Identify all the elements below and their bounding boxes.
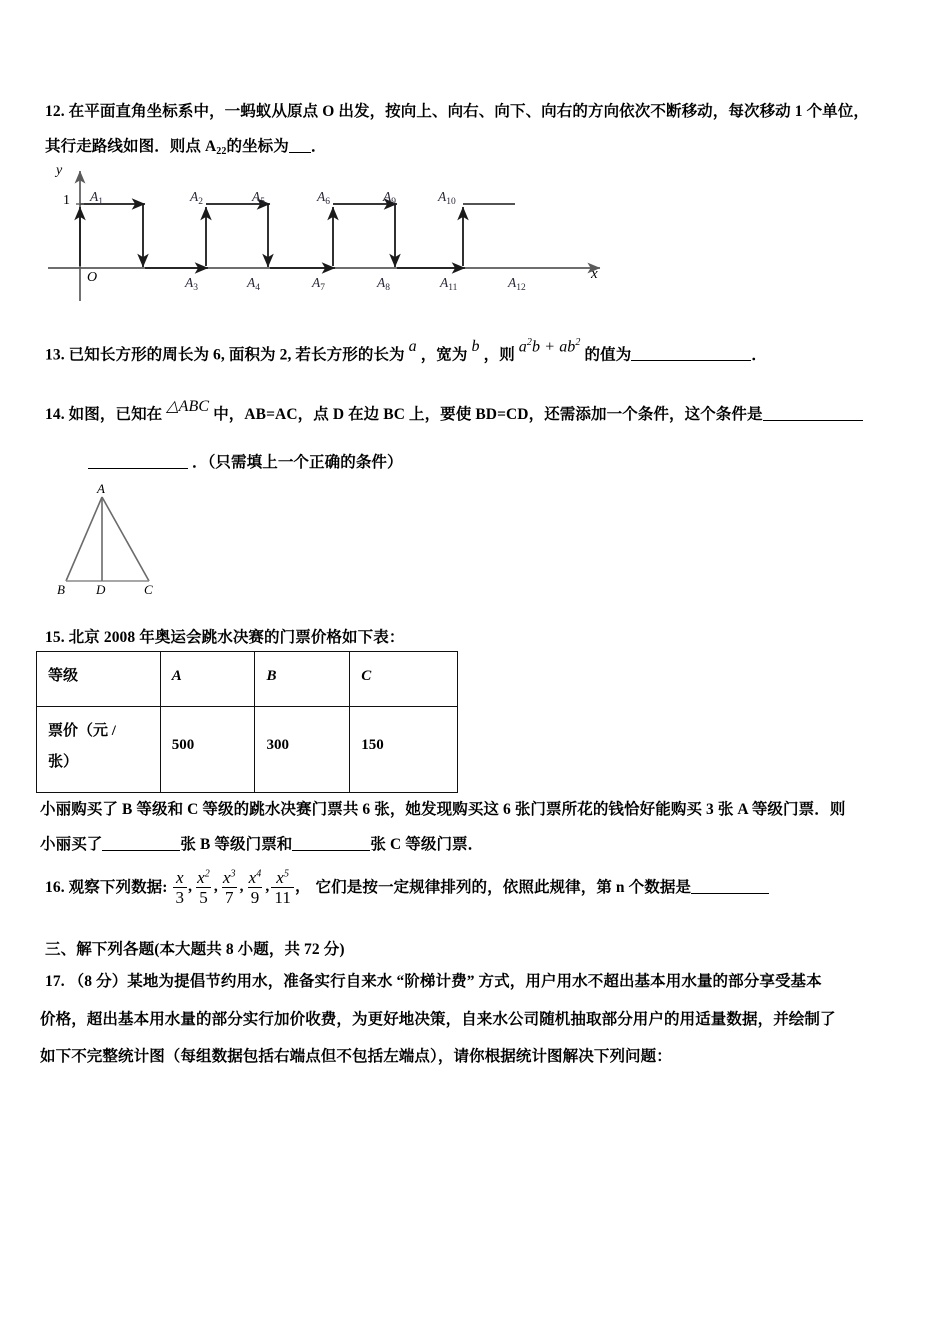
point-label-subscript: 11: [448, 283, 458, 293]
question-14-text-line-2: ．（只需填上一个正确的条件）: [191, 454, 403, 471]
triangle-side-ab: [66, 497, 102, 581]
fraction-sequence: [172, 867, 312, 908]
point-label-base: A: [190, 189, 199, 204]
price-label-line-1: 票价（元 /: [48, 723, 116, 739]
question-14-line-1: [45, 395, 863, 435]
table-header-grade: 等级: [37, 652, 161, 707]
question-14-line-2: [88, 443, 403, 483]
point-label-a11: [440, 275, 457, 293]
question-12-line-1: [45, 92, 869, 132]
expr-sup-2: 2: [575, 337, 581, 348]
table-header-row: [37, 652, 458, 707]
question-15-answer-blank-2[interactable]: [292, 850, 370, 851]
point-label-a9: [383, 189, 396, 207]
point-label-a10: [438, 189, 456, 207]
question-13-variable-b: b: [471, 338, 480, 356]
question-14-text-part-2: 中，AB=AC，点 D 在边 BC 上，要使 BD=CD，还需添加一个条件，这个条件是: [213, 406, 763, 423]
question-14-answer-blank-2[interactable]: [88, 468, 188, 469]
fraction-numerator: $x^4$: [248, 867, 262, 887]
fraction-term-1: [172, 869, 189, 907]
figure-zigzag-coordinate-path: [40, 163, 610, 303]
point-label-subscript: 3: [193, 283, 198, 293]
fraction-term-2: [193, 869, 214, 907]
point-label-a5: [252, 189, 265, 207]
point-label-base: A: [317, 189, 326, 204]
point-label-a7: [312, 275, 325, 293]
point-label-base: A: [185, 275, 194, 290]
question-15-body-text-2a: 小丽买了: [40, 836, 103, 853]
expr-base-1: a: [518, 338, 527, 356]
question-14-number: 14.: [45, 406, 65, 423]
question-12-subscript: 22: [216, 146, 227, 157]
point-label-base: A: [90, 189, 99, 204]
triangle-vertex-b-label: B: [57, 582, 65, 597]
question-12-text-line-1: 在平面直角坐标系中，一蚂蚁从原点 O 出发，按向上、向右、向下、向右的方向依次不断移动，每次移动 1 个单位，: [68, 103, 869, 120]
table-row: [37, 707, 458, 793]
fraction-denominator: 7: [222, 887, 237, 906]
point-label-subscript: 10: [446, 197, 456, 207]
fraction-denominator: 5: [196, 887, 211, 906]
point-label-subscript: 8: [385, 283, 390, 293]
point-label-base: A: [383, 189, 392, 204]
question-14-triangle-label: △ABC: [166, 398, 210, 415]
point-label-subscript: 5: [260, 197, 265, 207]
section-3-heading-text: 三、解下列各题(本大题共 8 小题，共 72 分): [45, 941, 345, 958]
fraction-separator: ,: [188, 878, 193, 895]
question-13-number: 13.: [45, 346, 65, 364]
question-15-body-line-2: [40, 825, 483, 865]
fraction-numerator: $x^2$: [197, 867, 210, 887]
point-label-base: A: [247, 275, 256, 290]
fraction-term-5: [270, 869, 295, 907]
question-17-text-line-3: 如下不完整统计图（每组数据包括右端点但不包括左端点），请你根据统计图解决下列问题：: [40, 1048, 672, 1065]
fraction-separator: ,: [265, 878, 270, 895]
triangle-side-ac: [102, 497, 149, 581]
question-13-period: ．: [751, 346, 767, 364]
table-header-c: C: [350, 652, 458, 707]
point-label-a1: [90, 189, 103, 207]
y-tick-label-1: 1: [63, 193, 70, 208]
fraction-separator: ，: [294, 878, 311, 895]
x-axis-label: x: [591, 266, 598, 282]
question-13-text-part-3: ，则: [483, 346, 515, 364]
question-15-number: 15.: [45, 629, 65, 646]
question-17-line-2: [40, 1000, 836, 1040]
fraction-numerator: $x^5$: [276, 867, 290, 887]
point-label-subscript: 7: [320, 283, 325, 293]
triangle-vertex-c-label: C: [144, 582, 153, 597]
fraction-denominator: 11: [271, 887, 294, 906]
table-cell-price-c: 150: [350, 707, 458, 793]
fraction-numerator-exponent: 4: [256, 868, 262, 880]
point-label-subscript: 9: [391, 197, 396, 207]
question-13-answer-blank[interactable]: [631, 360, 751, 361]
question-14-text-part-1: 如图，已知在: [68, 406, 163, 423]
question-13-text-part-4: 的值为: [584, 346, 632, 364]
point-label-a6: [317, 189, 330, 207]
question-12-period: ．: [310, 138, 327, 155]
triangle-vertex-a-label: A: [97, 481, 105, 496]
question-13-text-part-1: 已知长方形的周长为 6, 面积为 2, 若长方形的长为: [68, 346, 405, 364]
point-label-subscript: 1: [98, 197, 103, 207]
point-label-subscript: 2: [198, 197, 203, 207]
question-17-text-line-2: 价格，超出基本用水量的部分实行加价收费，为更好地决策，自来水公司随机抽取部分用户的用适量数据，并绘制了: [40, 1011, 836, 1028]
point-label-a8: [377, 275, 390, 293]
fraction-numerator-exponent: 5: [283, 868, 290, 880]
point-label-base: A: [440, 275, 449, 290]
point-label-base: A: [438, 189, 447, 204]
fraction-separator: ,: [239, 878, 244, 895]
question-13-variable-a: a: [408, 338, 417, 356]
point-label-base: A: [252, 189, 261, 204]
question-16-text-part-1: 观察下列数据:: [68, 879, 168, 897]
fraction-term-3: [219, 869, 240, 907]
table-header-a: A: [160, 652, 255, 707]
question-14-answer-blank-1[interactable]: [763, 420, 863, 421]
point-label-subscript: 12: [516, 283, 526, 293]
ticket-price-table: [36, 651, 458, 793]
fraction-numerator: $x^3$: [222, 867, 236, 887]
question-17-line-1: [45, 962, 822, 1002]
question-12-text-line-2b: 的坐标为: [226, 138, 289, 155]
point-label-subscript: 6: [325, 197, 330, 207]
question-15-body-text-2b: 张 B 等级门票和: [180, 836, 293, 853]
point-label-a3: [185, 275, 198, 293]
question-17-number: 17.: [45, 973, 65, 990]
triangle-vertex-d-label: D: [96, 582, 106, 597]
fraction-denominator: 3: [173, 887, 188, 906]
expr-sup-1: 2: [526, 337, 532, 348]
question-16-number: 16.: [45, 879, 65, 897]
table-cell-price-b: 300: [255, 707, 350, 793]
question-15-text: 北京 2008 年奥运会跳水决赛的门票价格如下表：: [68, 629, 405, 646]
expr-middle: b + ab: [532, 338, 576, 356]
point-label-subscript: 4: [255, 283, 260, 293]
question-15-body-line-1: [40, 790, 845, 830]
fraction-separator: ,: [213, 878, 218, 895]
question-15-body-text-2c: 张 C 等级门票．: [370, 836, 484, 853]
fraction-term-4: [245, 869, 266, 907]
figure-isosceles-triangle: [52, 483, 222, 601]
price-label-line-2: 张）: [48, 754, 79, 770]
y-axis-label: y: [56, 163, 63, 178]
fraction-numerator-exponent: 2: [204, 868, 210, 880]
figure-triangle-svg: [52, 483, 222, 601]
fraction-numerator-exponent: 3: [230, 868, 236, 880]
point-label-base: A: [312, 275, 321, 290]
question-12-number: 12.: [45, 103, 65, 120]
point-label-base: A: [377, 275, 386, 290]
question-16-answer-blank[interactable]: [691, 893, 769, 894]
question-13: [45, 331, 767, 375]
question-17-line-3: [40, 1037, 672, 1077]
question-16-text-part-2: 它们是按一定规律排列的，依照此规律，第 n 个数据是: [315, 879, 692, 897]
table-cell-price-a: 500: [160, 707, 255, 793]
question-12-answer-blank[interactable]: [289, 152, 311, 153]
point-label-base: A: [508, 275, 517, 290]
point-label-a4: [247, 275, 260, 293]
fraction-numerator: x: [176, 867, 184, 887]
question-15-answer-blank-1[interactable]: [102, 850, 180, 851]
question-17-text-line-1: （8 分）某地为提倡节约用水，准备实行自来水 “阶梯计费” 方式，用户用水不超出基本用水量的部分享受基本: [68, 973, 822, 990]
table-cell-price-label: [37, 707, 161, 793]
origin-label: O: [87, 270, 98, 285]
fraction-denominator: 9: [248, 887, 263, 906]
question-13-text-part-2: ，宽为: [420, 346, 468, 364]
question-12-text-line-2a: 其行走路线如图．则点 A: [45, 138, 217, 155]
point-label-a2: [190, 189, 203, 207]
point-label-a12: [508, 275, 526, 293]
question-15-body-text-1: 小丽购买了 B 等级和 C 等级的跳水决赛门票共 6 张，她发现购买这 6 张门票所花的钱恰好能购买 3 张 A 等级门票．则: [40, 801, 846, 818]
question-16: [45, 868, 769, 909]
question-13-expression: [519, 323, 581, 367]
table-header-b: B: [255, 652, 350, 707]
